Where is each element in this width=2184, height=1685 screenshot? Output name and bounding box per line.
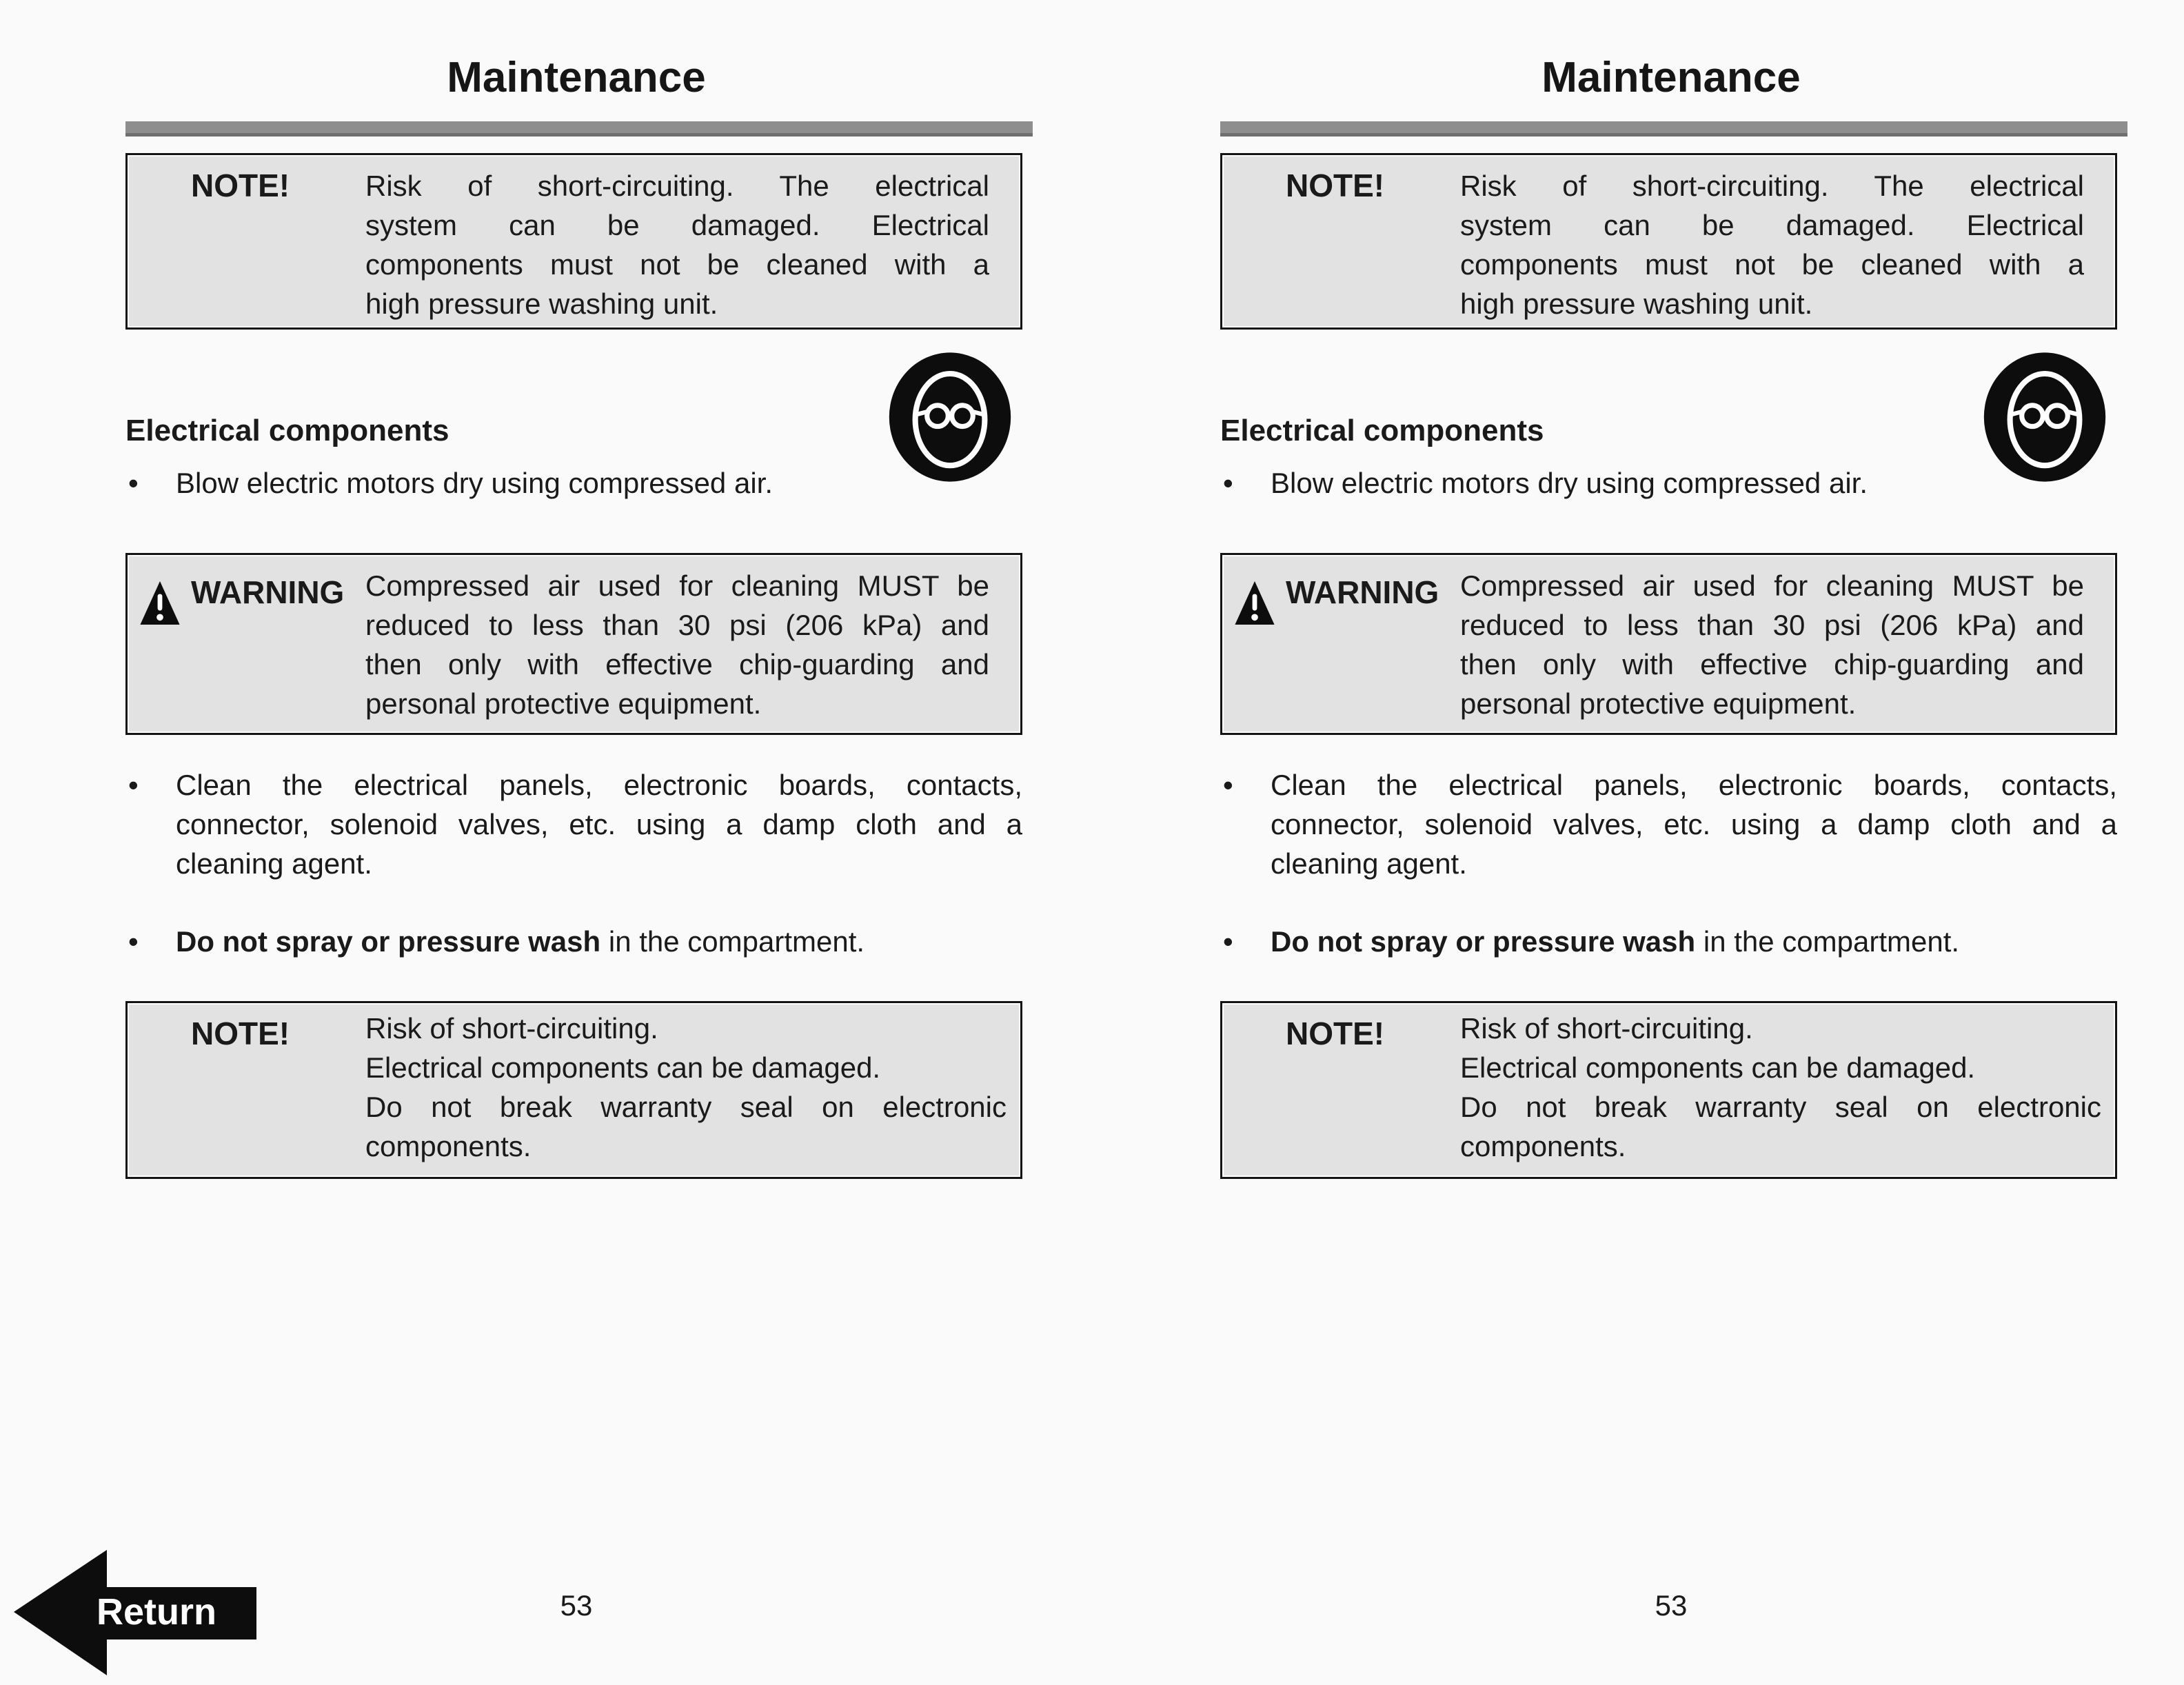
bullet-item (1095, 765, 2184, 883)
header-rule (125, 121, 1033, 137)
bullet-dot: • (1223, 467, 1233, 499)
note-label: NOTE! (1286, 168, 1385, 203)
warning-line: then only with effective chip-guarding and (365, 648, 989, 680)
note-line: high pressure washing unit. (365, 287, 718, 320)
note-line: system can be damaged. Electrical (1460, 209, 2084, 241)
note-line: Risk of short-circuiting. The electrical (1460, 170, 2084, 202)
bullet-text-bold: Do not spray or pressure wash (1271, 925, 1696, 958)
bullet-item (0, 765, 1092, 883)
note-text (365, 166, 989, 323)
note-box-bottom (1220, 1001, 2117, 1179)
page-title: Maintenance (1541, 54, 1801, 101)
bullet-line: Clean the electrical panels, electronic boards, contacts, (1271, 769, 2117, 801)
bullet-line: cleaning agent. (176, 847, 372, 880)
note-text (1460, 1009, 2101, 1166)
bullet-text-bold: Do not spray or pressure wash (176, 925, 601, 958)
note-line: components. (365, 1130, 532, 1162)
note-line: Risk of short-circuiting. (365, 1012, 658, 1045)
note-line: Electrical components can be damaged. (1460, 1051, 1976, 1084)
warning-line: reduced to less than 30 psi (206 kPa) and (365, 609, 989, 641)
page-number: 53 (1655, 1589, 1688, 1622)
note-label: NOTE! (1286, 1016, 1385, 1051)
warning-box (1220, 553, 2117, 735)
bullet-line: connector, solenoid valves, etc. using a damp cloth and a (176, 808, 1022, 840)
note-label: NOTE! (191, 1016, 290, 1051)
return-button-label: Return (97, 1591, 216, 1633)
bullet-text-rest: in the compartment. (1695, 925, 1960, 958)
warning-line: Compressed air used for cleaning MUST be (365, 569, 989, 602)
page-title: Maintenance (447, 54, 706, 101)
note-line: components must not be cleaned with a (365, 248, 989, 281)
bullet-item (1095, 463, 2184, 503)
warning-label: WARNING (191, 574, 345, 610)
note-box-top (125, 153, 1022, 330)
bullet-dot: • (1223, 769, 1233, 801)
warning-triangle-icon (139, 580, 181, 627)
bullet-text (1271, 765, 2117, 883)
bullet-dot: • (1223, 925, 1233, 958)
bullet-line: cleaning agent. (1271, 847, 1467, 880)
bullet-dot: • (128, 769, 139, 801)
note-line: components must not be cleaned with a (1460, 248, 2084, 281)
note-box-bottom (125, 1001, 1022, 1179)
bullet-dot: • (128, 925, 139, 958)
bullet-text (176, 922, 1022, 961)
note-label: NOTE! (191, 168, 290, 203)
note-line: Do not break warranty seal on electronic (1460, 1091, 2101, 1123)
bullet-text: Blow electric motors dry using compressed air. (1271, 467, 1868, 499)
note-text (1460, 166, 2084, 323)
warning-line: personal protective equipment. (1460, 687, 1857, 720)
return-button[interactable] (14, 1548, 259, 1677)
note-line: Do not break warranty seal on electronic (365, 1091, 1007, 1123)
note-line: system can be damaged. Electrical (365, 209, 989, 241)
bullet-line: Clean the electrical panels, electronic boards, contacts, (176, 769, 1022, 801)
warning-line: personal protective equipment. (365, 687, 762, 720)
bullet-item (0, 463, 1092, 503)
warning-text (1460, 566, 2084, 723)
note-text (365, 1009, 1007, 1166)
note-box-top (1220, 153, 2117, 330)
warning-box (125, 553, 1022, 735)
header-rule (1220, 121, 2127, 137)
page-number: 53 (560, 1589, 593, 1622)
warning-triangle-icon (1233, 580, 1276, 627)
warning-label: WARNING (1286, 574, 1439, 610)
warning-line: Compressed air used for cleaning MUST be (1460, 569, 2084, 602)
note-line: Electrical components can be damaged. (365, 1051, 881, 1084)
bullet-text (1271, 922, 2117, 961)
bullet-text-rest: in the compartment. (600, 925, 865, 958)
bullet-text: Blow electric motors dry using compressed air. (176, 467, 773, 499)
note-line: Risk of short-circuiting. (1460, 1012, 1753, 1045)
warning-line: then only with effective chip-guarding and (1460, 648, 2084, 680)
section-heading: Electrical components (125, 414, 449, 447)
bullet-line: connector, solenoid valves, etc. using a damp cloth and a (1271, 808, 2117, 840)
warning-text (365, 566, 989, 723)
bullet-dot: • (128, 467, 139, 499)
warning-line: reduced to less than 30 psi (206 kPa) and (1460, 609, 2084, 641)
note-line: high pressure washing unit. (1460, 287, 1813, 320)
section-heading: Electrical components (1220, 414, 1544, 447)
note-line: Risk of short-circuiting. The electrical (365, 170, 989, 202)
bullet-text (176, 765, 1022, 883)
bullet-item (0, 922, 1092, 961)
note-line: components. (1460, 1130, 1626, 1162)
manual-page (1095, 0, 2184, 1685)
bullet-item (1095, 922, 2184, 961)
